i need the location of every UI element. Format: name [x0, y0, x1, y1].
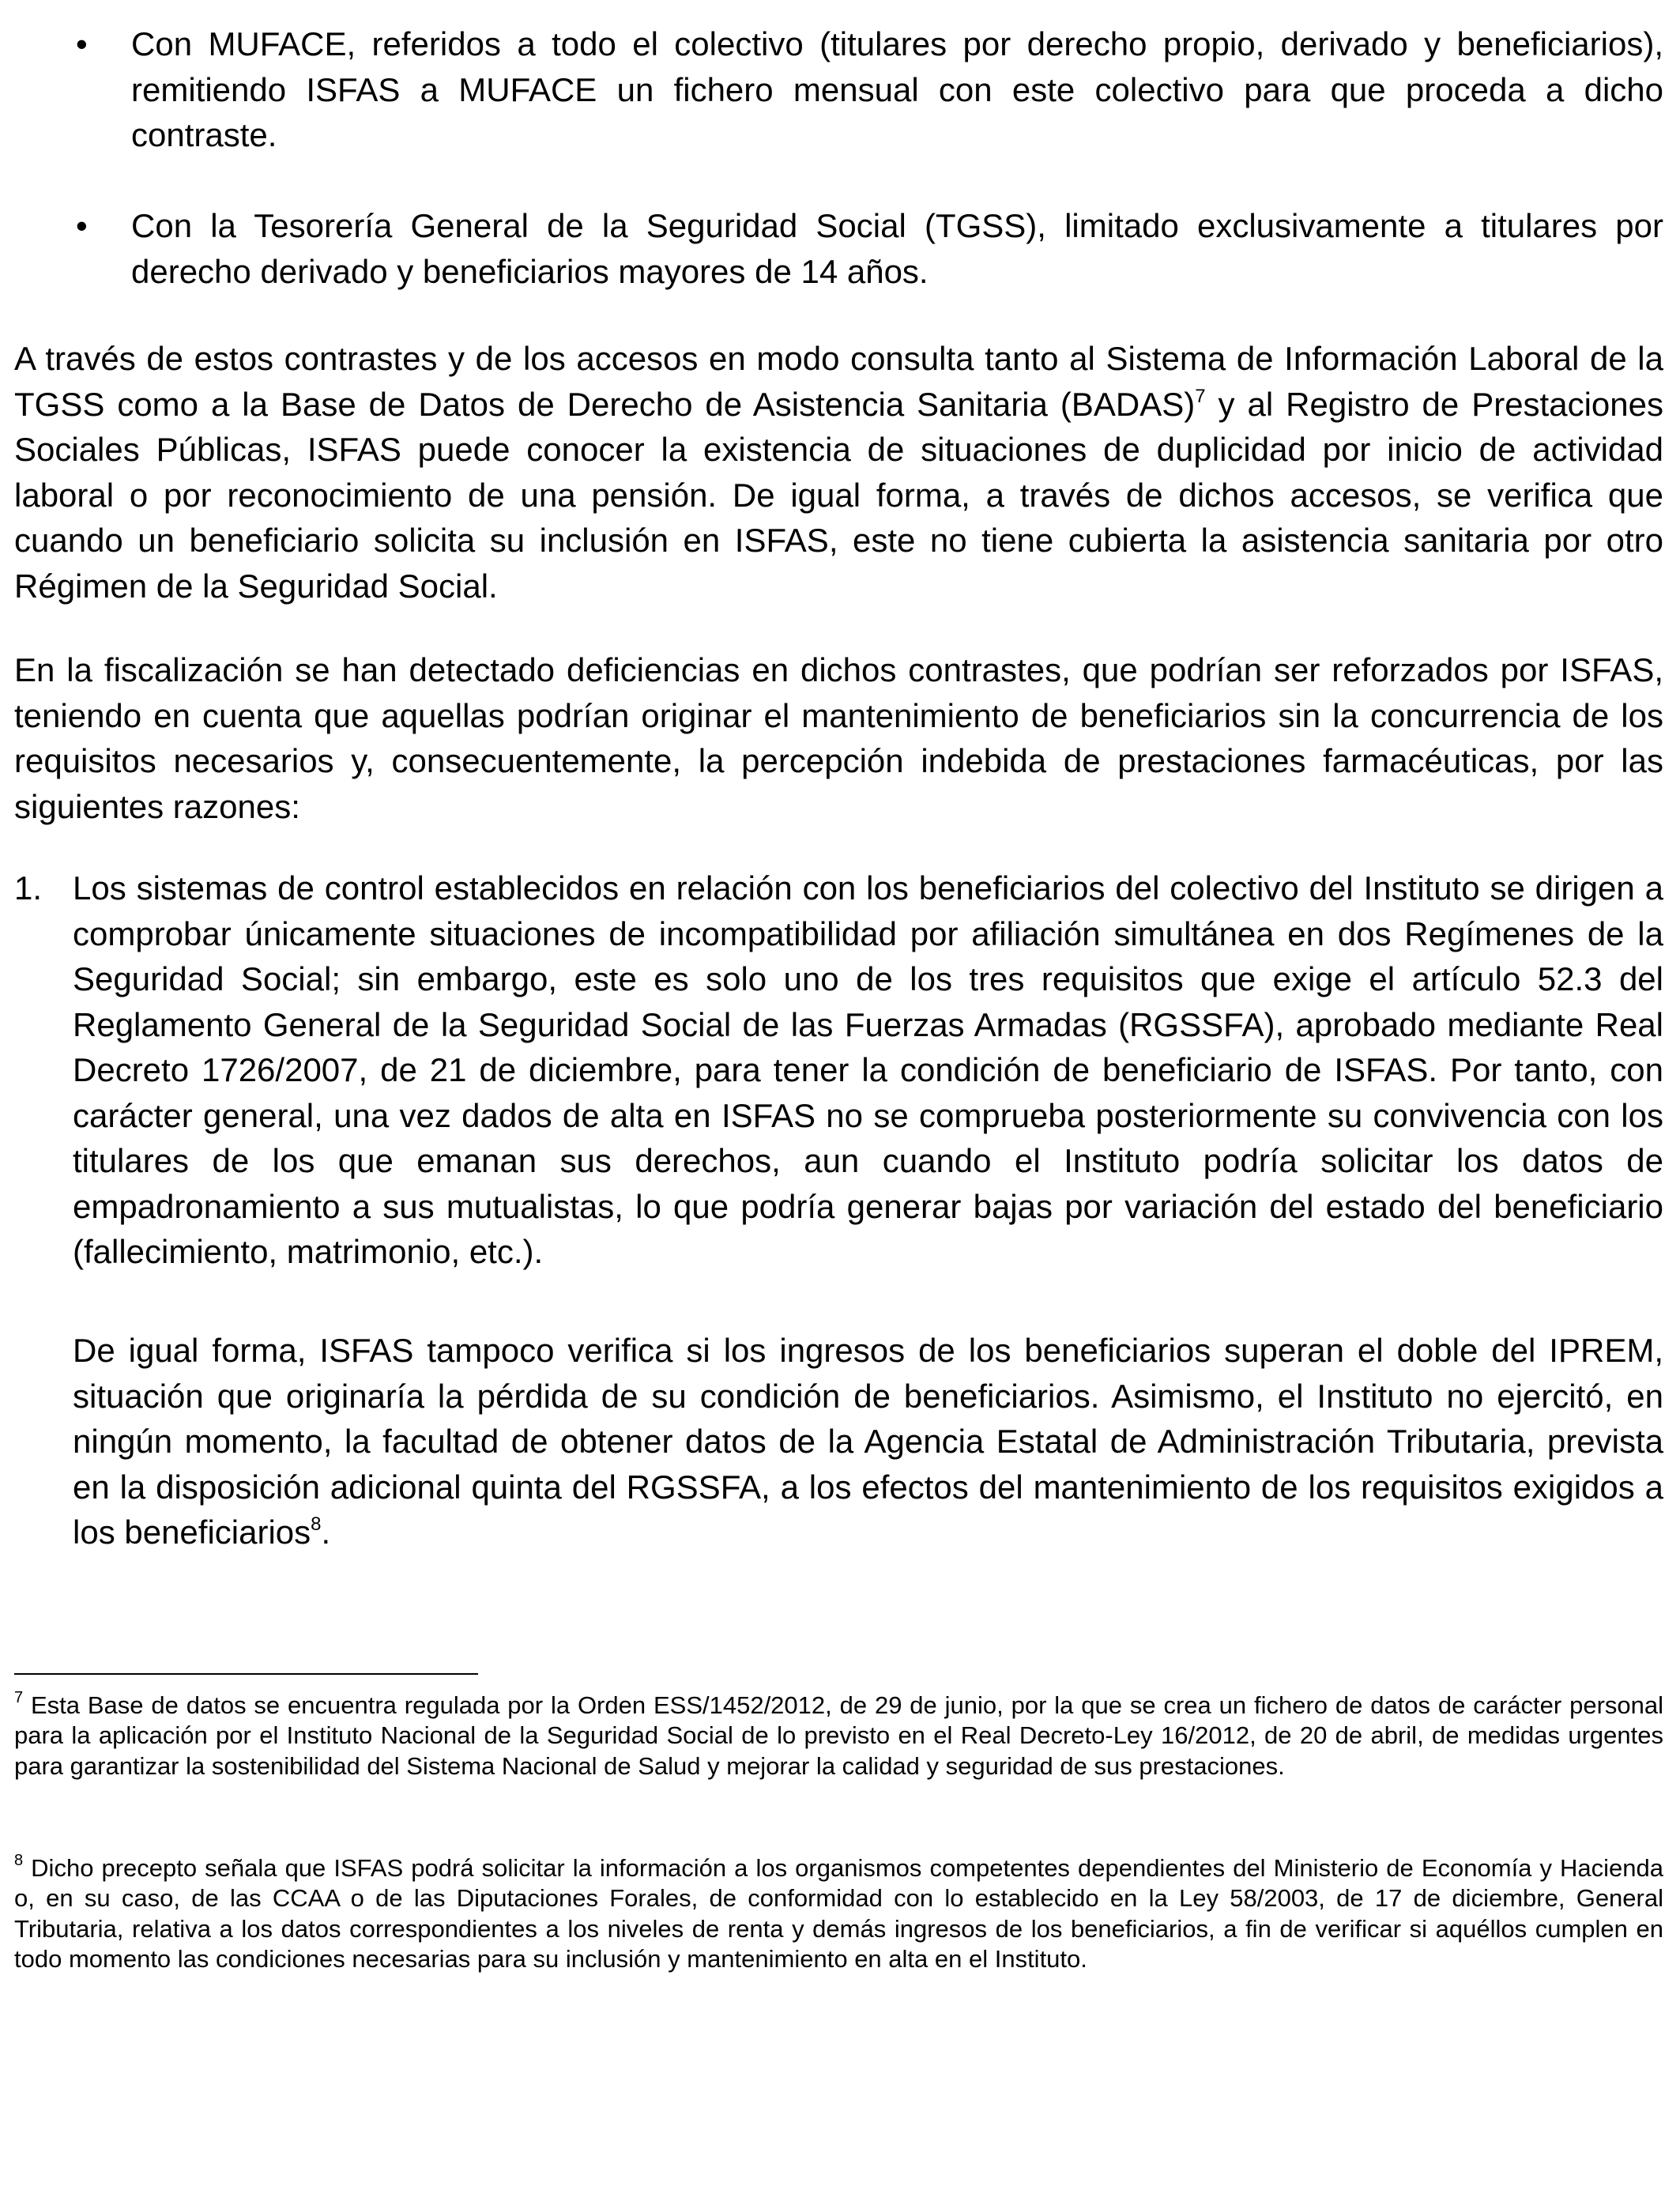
paragraph-fiscalizacion: En la fiscalización se han detectado deficiencias en dichos contrastes, que podrían ser reforzados por ISFAS, teniendo en cuenta que aquellas podrían originar el mantenimiento de beneficiarios sin la concurrencia de los requisitos necesarios y, consecuentemente, la percepción indebida de prestaciones farmacéuticas, por las siguientes razones: [14, 651, 1663, 825]
bullet-marker: • [76, 25, 88, 62]
bullet-item-muface [76, 21, 1663, 158]
footnote-text: Esta Base de datos se encuentra regulada por la Orden ESS/1452/2012, de 29 de junio, por la que se crea un fichero de datos de carácter personal para la aplicación por el Instituto Nacional de la Seguridad Social de lo previsto en el Real Decreto-Ley 16/2012, de 20 de abril, de medidas urgentes para garantizar la sostenibilidad del Sistema Nacional de Salud y mejorar la calidad y seguridad de sus prestaciones. [14, 1691, 1663, 1780]
bullet-text: Con la Tesorería General de la Seguridad Social (TGSS), limitado exclusivamente a titulares por derecho derivado y beneficiarios mayores de 14 años. [131, 207, 1663, 290]
paragraph-contrastes [14, 336, 1663, 609]
footnote-7 [14, 1688, 1663, 1781]
continuation-text: De igual forma, ISFAS tampoco verifica si los ingresos de los beneficiarios superan el doble del IPREM, situación que originaría la pérdida de su condición de beneficiarios. Asimismo, el Instituto no ejercitó, en ningún momento, la facultad de obtener datos de la Agencia Estatal de Administración Tributaria, prevista en la disposición adicional quinta del RGSSFA, a los efectos del mantenimiento de los requisitos exigidos a los beneficiarios [73, 1332, 1663, 1551]
paragraph-text: A través de estos contrastes y de los accesos en modo consulta tanto al Sistema de Información Laboral de la TGSS como a la Base de Datos de Derecho de Asistencia Sanitaria (BADAS) [14, 340, 1663, 423]
numbered-item-text: Los sistemas de control establecidos en relación con los beneficiarios del colectivo del Instituto se dirigen a comprobar únicamente situaciones de incompatibilidad por afiliación simultánea en dos Regímenes de la Seguridad Social; sin embargo, este es solo uno de los tres requisitos que exige el artículo 52.3 del Reglamento General de la Seguridad Social de las Fuerzas Armadas (RGSSFA), aprobado mediante Real Decreto 1726/2007, de 21 de diciembre, para tener la condición de beneficiario de ISFAS. Por tanto, con carácter general, una vez dados de alta en ISFAS no se comprueba posteriormente su convivencia con los titulares de los que emanan sus derechos, aun cuando el Instituto podría solicitar los datos de empadronamiento a sus mutualistas, lo que podría generar bajas por variación del estado del beneficiario (fallecimiento, matrimonio, etc.). [73, 869, 1663, 1270]
continuation-end: . [321, 1514, 331, 1551]
footnote-number: 7 [14, 1688, 24, 1706]
footnote-ref-8: 8 [311, 1514, 322, 1535]
numbered-item-1 [14, 865, 1663, 1275]
bullet-marker: • [76, 207, 88, 244]
footnote-text: Dicho precepto señala que ISFAS podrá solicitar la información a los organismos competentes dependientes del Ministerio de Economía y Hacienda o, en su caso, de las CCAA o de las Diputaciones Forales, de conformidad con lo establecido en la Ley 58/2003, de 17 de diciembre, General Tributaria, relativa a los datos correspondientes a los niveles de renta y demás ingresos de los beneficiarios, a fin de verificar si aquéllos cumplen en todo momento las condiciones necesarias para su inclusión y mantenimiento en alta en el Instituto. [14, 1854, 1663, 1973]
bullet-item-tgss [76, 203, 1663, 294]
footnote-number: 8 [14, 1851, 24, 1869]
paragraph-text: y al Registro de Prestaciones Sociales Públicas, ISFAS puede conocer la existencia de situaciones de duplicidad por inicio de actividad laboral o por reconocimiento de una pensión. De igual forma, a través de dichos accesos, se verifica que cuando un beneficiario solicita su inclusión en ISFAS, este no tiene cubierta la asistencia sanitaria por otro Régimen de la Seguridad Social. [14, 385, 1663, 605]
footnote-8 [14, 1853, 1663, 1974]
numbered-item-label: 1. [14, 869, 43, 907]
bullet-text: Con MUFACE, referidos a todo el colectivo (titulares por derecho propio, derivado y beneficiarios), remitiendo ISFAS a MUFACE un fichero mensual con este colectivo para que proceda a dicho contraste. [131, 25, 1663, 153]
footnote-ref-7: 7 [1195, 385, 1206, 407]
footnote-separator [14, 1673, 478, 1675]
numbered-item-continuation [73, 1328, 1663, 1555]
